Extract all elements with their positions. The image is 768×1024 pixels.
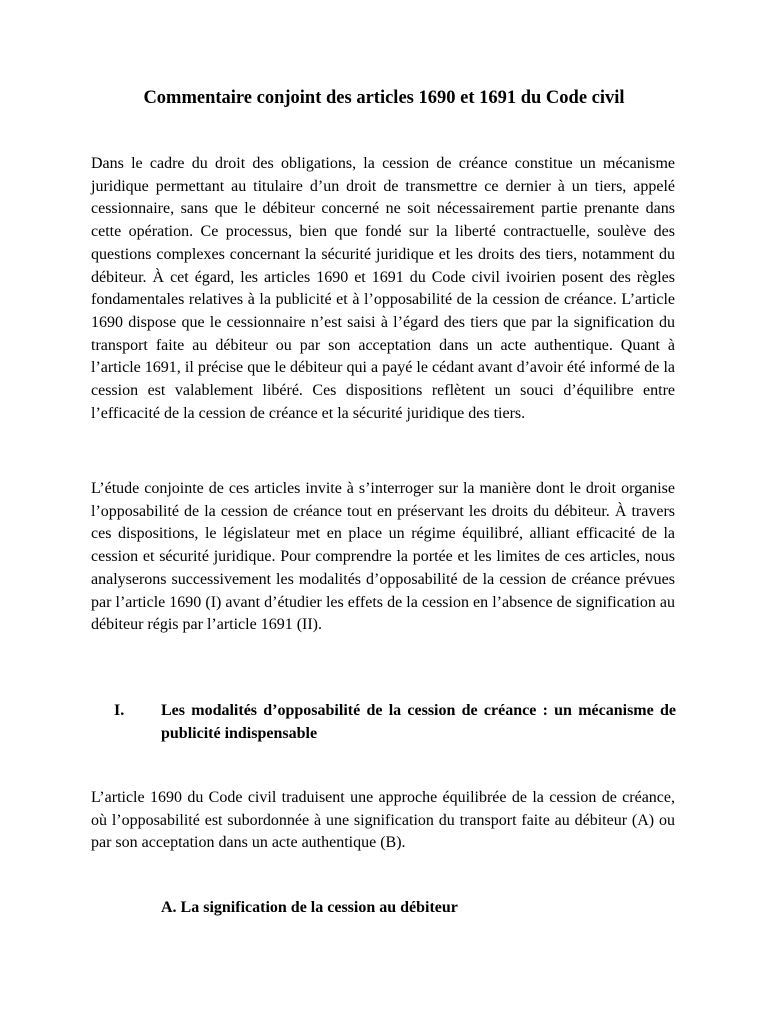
section-title: Les modalités d’opposabilité de la cession de créance : un mécanisme de publicité indispensable (161, 702, 676, 742)
section-intro-paragraph: L’article 1690 du Code civil traduisent une approche équilibrée de la cession de créance, où l’opposabilité est subordonnée à une signification du transport faite au débiteur (A) ou par son acceptation dans un acte authentique (B). (91, 789, 675, 852)
subsection-heading: A. La signification de la cession au débiteur (161, 899, 458, 916)
section-number: I. (114, 702, 125, 719)
problem-paragraph: L’étude conjointe de ces articles invite à s’interroger sur la manière dont le droit organise l’opposabilité de la cession de créance tout en préservant les droits du débiteur. À travers ces dispositions, le législateur met en place un régime équilibré, alliant efficacité de la cession et sécurité juridique. Pour comprendre la portée et les limites de ces articles, nous analyserons successivement les modalités d’opposabilité de la cession de créance prévues par l’article 1690 (I) avant d’étudier les effets de la cession en l’absence de signification au débiteur régis par l’article 1691 (II). (91, 480, 675, 634)
document-title: Commentaire conjoint des articles 1690 et 1691 du Code civil (143, 88, 625, 108)
intro-paragraph: Dans le cadre du droit des obligations, la cession de créance constitue un mécanisme juridique permettant au titulaire d’un droit de transmettre ce dernier à un tiers, appelé cessionnaire, sans que le débiteur concerné ne soit nécessairement partie prenante dans cette opération. Ce processus, bien que fondé sur la liberté contractuelle, soulève des questions complexes concernant la sécurité juridique et les droits des tiers, notamment du débiteur. À cet égard, les articles 1690 et 1691 du Code civil ivoirien posent des règles fondamentales relatives à la publicité et à l’opposabilité de la cession de créance. L’article 1690 dispose que le cessionnaire n’est saisi à l’égard des tiers que par la signification du transport faite au débiteur ou par son acceptation dans un acte authentique. Quant à l’article 1691, il précise que le débiteur qui a payé le cédant avant d’avoir été informé de la cession est valablement libéré. Ces dispositions reflètent un souci d’équilibre entre l’efficacité de la cession de créance et la sécurité juridique des tiers. (91, 155, 675, 422)
